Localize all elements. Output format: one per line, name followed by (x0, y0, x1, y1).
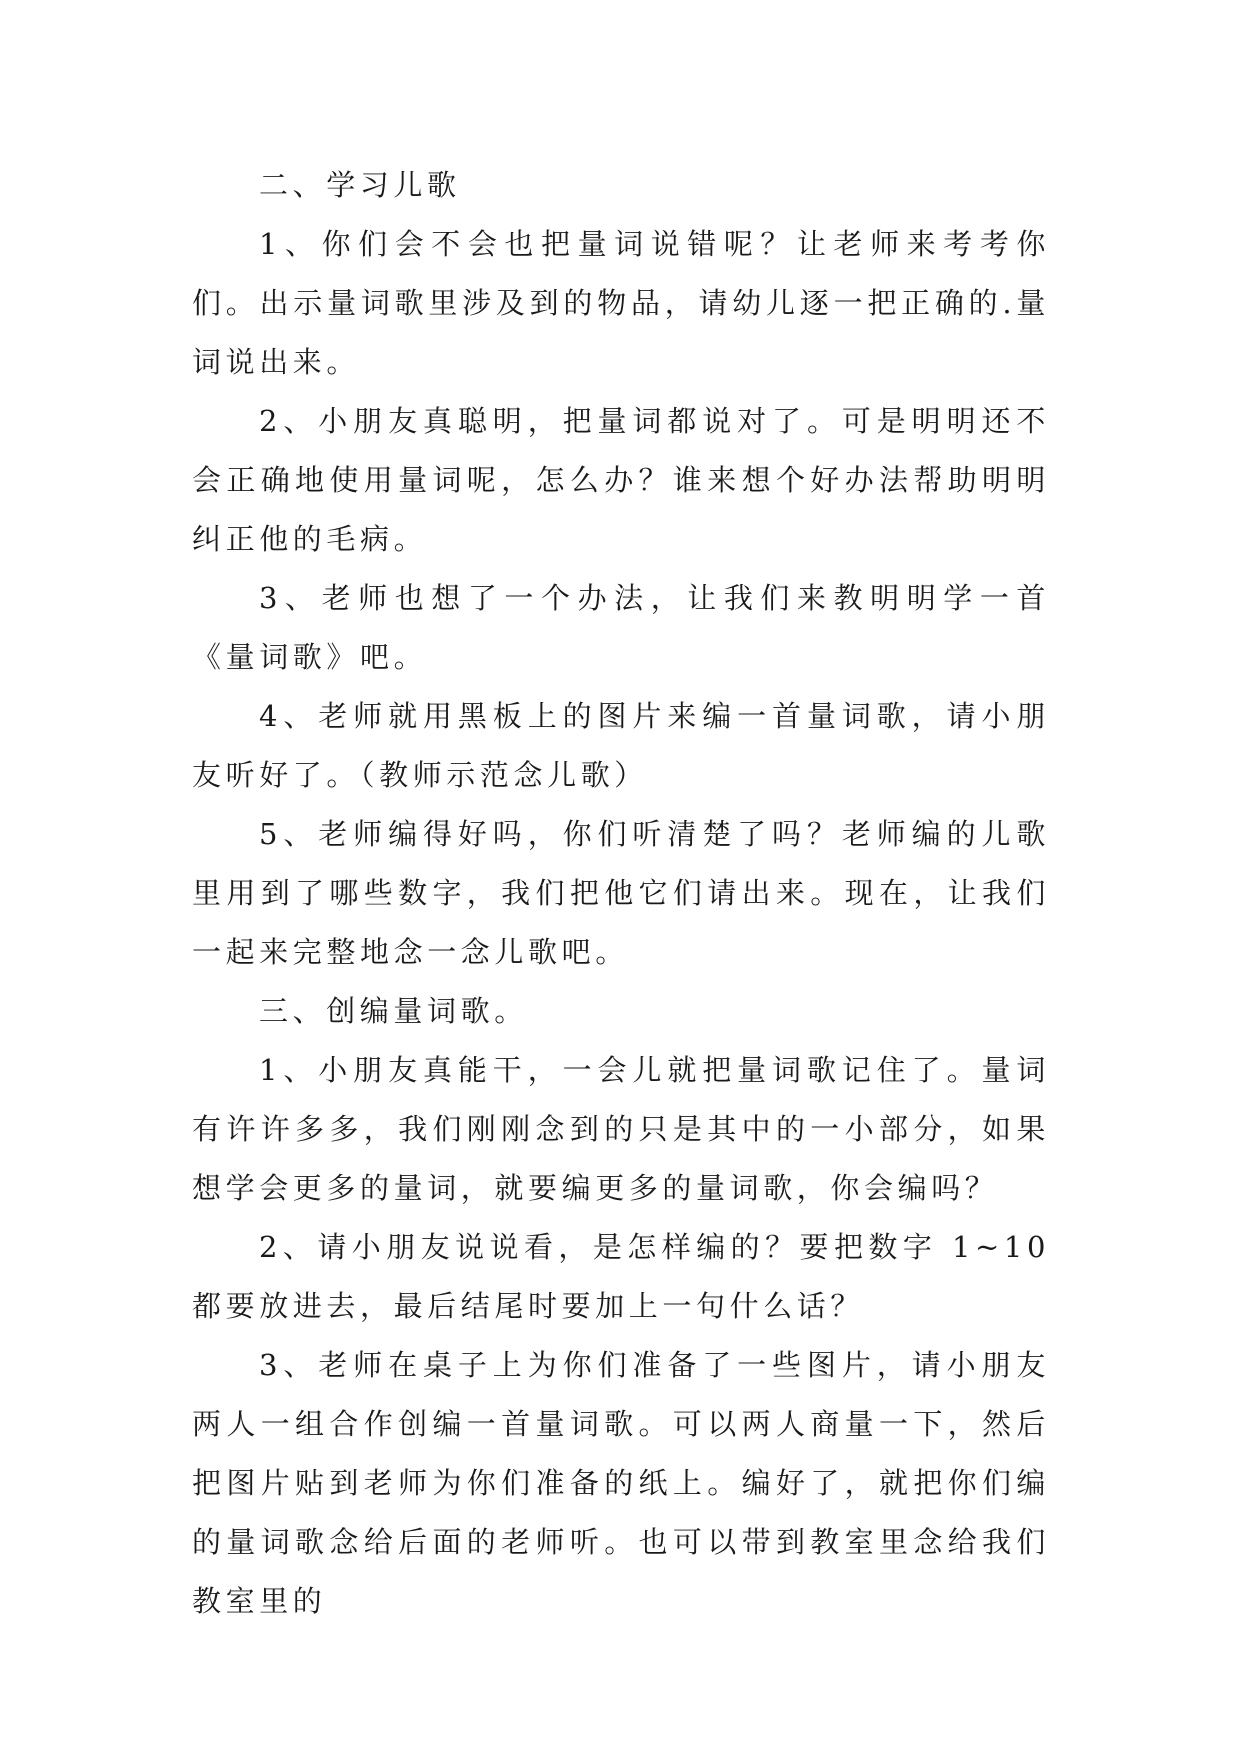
paragraph-item: 2、请小朋友说说看，是怎样编的？要把数字 1~10 都要放进去，最后结尾时要加上一句什么话？ (192, 1230, 1050, 1323)
paragraph-item: 4、老师就用黑板上的图片来编一首量词歌，请小朋友听好了。（教师示范念儿歌） (192, 699, 1050, 792)
paragraph-item: 5、老师编得好吗，你们听清楚了吗？老师编的儿歌里用到了哪些数字，我们把他它们请出来。现在，让我们一起来完整地念一念儿歌吧。 (192, 817, 1050, 969)
paragraph-item: 1、小朋友真能干，一会儿就把量词歌记住了。量词有许许多多，我们刚刚念到的只是其中的一小部分，如果想学会更多的量词，就要编更多的量词歌，你会编吗？ (192, 1053, 1050, 1205)
section-heading-create-song: 三、创编量词歌。 (259, 994, 528, 1028)
document-body (192, 156, 1050, 1631)
paragraph-item: 2、小朋友真聪明，把量词都说对了。可是明明还不会正确地使用量词呢，怎么办？谁来想个好办法帮助明明纠正他的毛病。 (192, 404, 1050, 556)
section-heading-learn-song: 二、学习儿歌 (259, 168, 461, 202)
paragraph-item: 3、老师在桌子上为你们准备了一些图片，请小朋友两人一组合作创编一首量词歌。可以两人商量一下，然后把图片贴到老师为你们准备的纸上。编好了，就把你们编的量词歌念给后面的老师听。也可以带到教室里念给我们教室里的 (192, 1348, 1050, 1618)
paragraph-item: 3、老师也想了一个办法，让我们来教明明学一首《量词歌》吧。 (192, 581, 1050, 674)
paragraph-item: 1、你们会不会也把量词说错呢？让老师来考考你们。出示量词歌里涉及到的物品，请幼儿逐一把正确的.量词说出来。 (192, 227, 1050, 379)
